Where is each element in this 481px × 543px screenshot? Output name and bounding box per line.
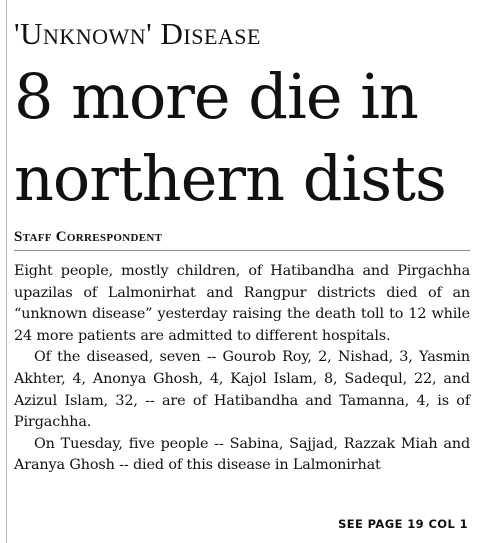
headline-line-1: 8 more die in xyxy=(14,60,418,133)
paragraph-3: On Tuesday, five people -- Sabina, Sajjad, Razzak Miah and Aranya Ghosh -- died of this disease in Lalmonirhat xyxy=(14,435,470,474)
continuation-jump: SEE PAGE 19 COL 1 xyxy=(338,517,468,531)
byline-divider xyxy=(14,250,470,251)
headline xyxy=(14,56,446,220)
byline: Staff Correspondent xyxy=(14,229,163,245)
news-article xyxy=(14,0,472,543)
kicker: 'Unknown' Disease xyxy=(14,16,261,51)
article-body xyxy=(14,261,470,477)
paragraph-2: Of the diseased, seven -- Gourob Roy, 2, Nishad, 3, Yasmin Akhter, 4, Anonya Ghosh, 4, Kajol Islam, 8, Sadequl, 22, and Azizul Islam, 32, -- are of Hatibandha and Tamanna, 4, is of Pirgachha. xyxy=(14,349,470,431)
paragraph-1: Eight people, mostly children, of Hatibandha and Pirgachha upazilas of Lalmonirhat and Rangpur districts died of an “unknown disease” yesterday raising the death toll to 12 while 24 more patients are admitted to different hospitals. xyxy=(14,263,470,344)
column-divider xyxy=(6,0,7,543)
headline-line-2: northern dists xyxy=(14,142,446,215)
